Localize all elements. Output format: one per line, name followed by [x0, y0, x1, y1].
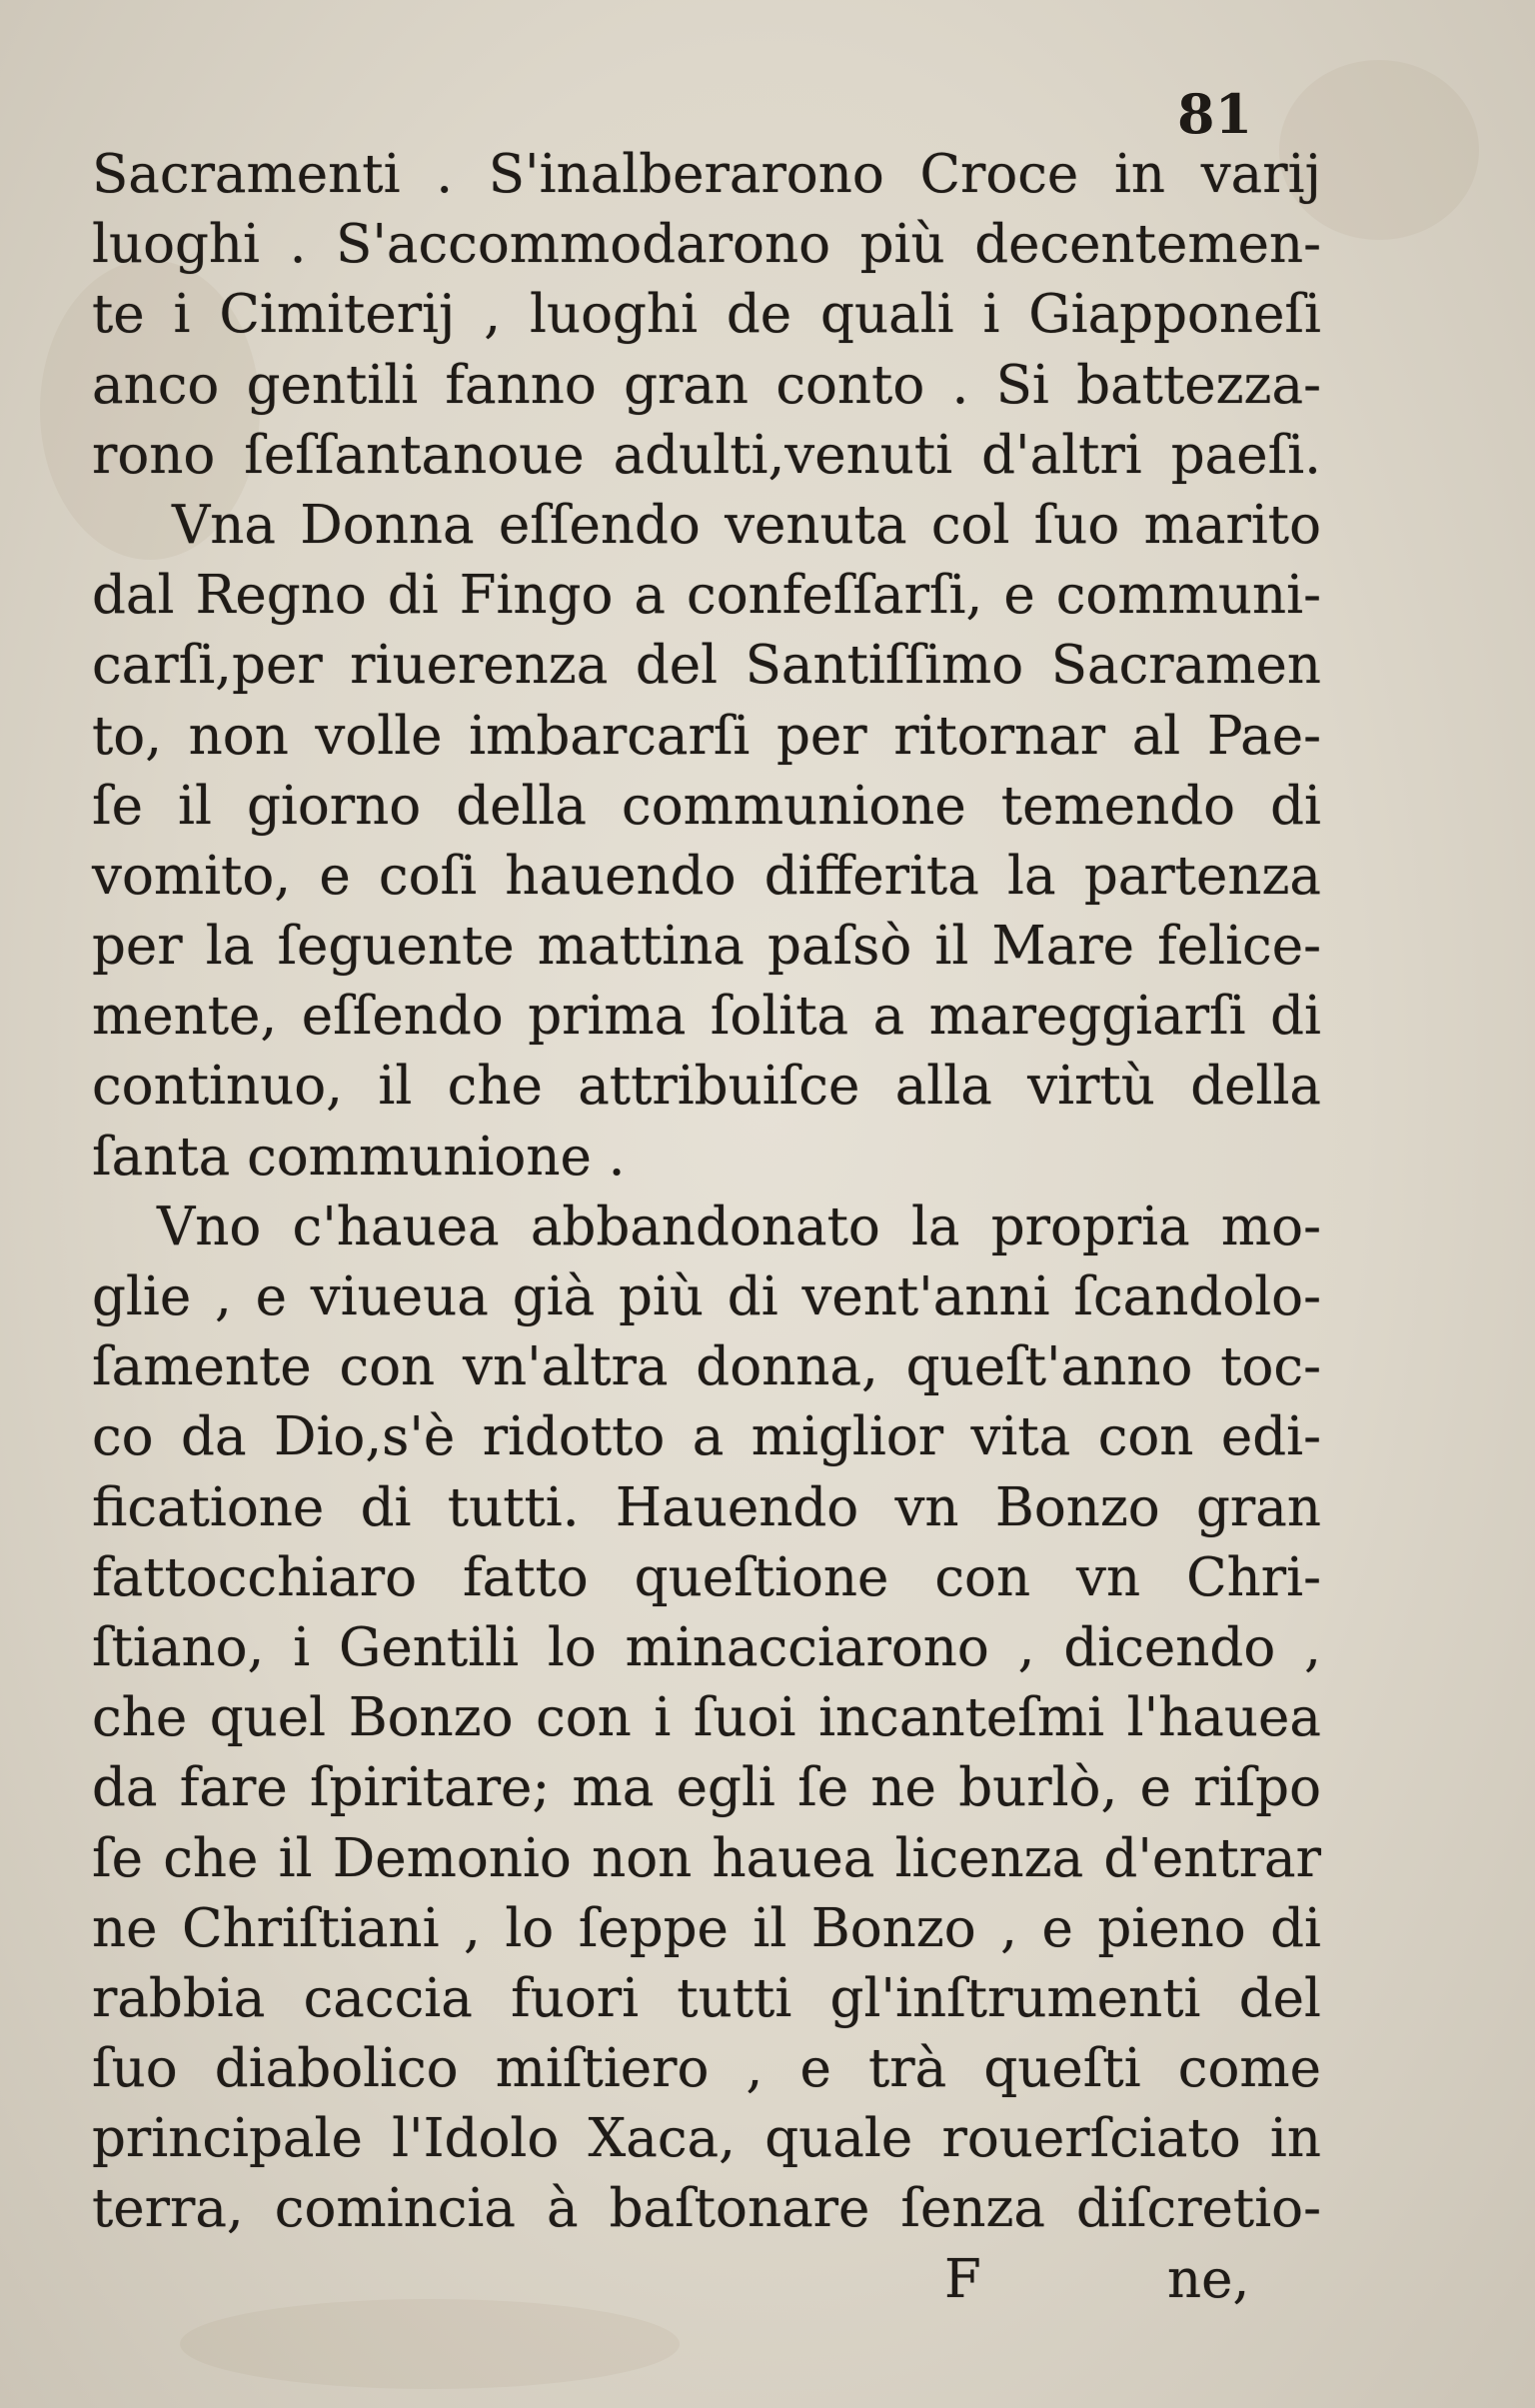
text-line: luoghi . S'accommodarono più decentemen-	[92, 214, 1321, 276]
paragraph-start-line: Vna Donna eſſendo venuta col ſuo marito	[172, 494, 1321, 556]
page-number: 81	[1177, 82, 1253, 146]
text-line: rabbia caccia fuori tutti gl'inſtrumenti del	[92, 1967, 1321, 2029]
paragraph-start-line: Vno c'hauea abbandonato la propria mo-	[157, 1196, 1321, 1257]
text-line: vomito, e coſi hauendo differita la partenza	[92, 845, 1321, 907]
text-line: dal Regno di Fingo a confeſſarſi, e communi-	[92, 565, 1321, 627]
text-line: mente, eſſendo prima ſolita a mareggiarſi di	[92, 986, 1321, 1048]
text-line: principale l'Idolo Xaca, quale rouerſciato in	[92, 2108, 1321, 2170]
text-line: ſtiano, i Gentili lo minacciarono , dicendo ,	[92, 1616, 1321, 1678]
text-line: ne Chriſtiani , lo ſeppe il Bonzo , e pieno di	[92, 1897, 1321, 1959]
signature-mark: F	[944, 2249, 981, 2310]
paragraph-end-line: ſanta communione .	[92, 1126, 626, 1188]
text-line: rono ſeſſantanoue adulti,venuti d'altri paeſi.	[92, 424, 1321, 486]
body-text	[92, 140, 1321, 2245]
text-line: ſe il giorno della communione temendo di	[92, 775, 1321, 837]
text-line: carſi,per riuerenza del Santiſſimo Sacramen	[92, 635, 1321, 697]
text-line: co da Dio,s'è ridotto a miglior vita con edi-	[92, 1406, 1321, 1468]
text-line: to, non volle imbarcarſi per ritornar al Pae-	[92, 705, 1321, 767]
text-line: ſuo diabolico miſtiero , e trà queſti come	[92, 2038, 1321, 2100]
text-line: da fare ſpiritare; ma egli ſe ne burlò, e riſpo	[92, 1757, 1321, 1819]
text-line: te i Cimiterij , luoghi de quali i Giapponeſi	[92, 284, 1321, 346]
text-line: ficatione di tutti. Hauendo vn Bonzo gran	[92, 1476, 1321, 1538]
text-line: Sacramenti . S'inalberarono Croce in varij	[92, 144, 1321, 205]
text-line: anco gentili fanno gran conto . Si battezza-	[92, 354, 1321, 416]
text-line: per la ſeguente mattina paſsò il Mare felice-	[92, 916, 1321, 978]
text-line: che quel Bonzo con i ſuoi incanteſmi l'hauea	[92, 1687, 1321, 1749]
text-line: continuo, il che attribuiſce alla virtù della	[92, 1056, 1321, 1118]
text-line: terra, comincia à baſtonare ſenza diſcretio-	[92, 2178, 1321, 2240]
catchword: ne,	[1167, 2249, 1250, 2310]
text-line: ſe che il Demonio non hauea licenza d'entrar	[92, 1827, 1321, 1889]
text-line: fattocchiaro fatto queſtione con vn Chri-	[92, 1546, 1321, 1608]
text-line: ſamente con vn'altra donna, queſt'anno toc-	[92, 1336, 1321, 1398]
page-footer	[0, 2249, 1535, 2329]
text-line: glie , e viueua già più di vent'anni ſcandolo-	[92, 1266, 1321, 1327]
